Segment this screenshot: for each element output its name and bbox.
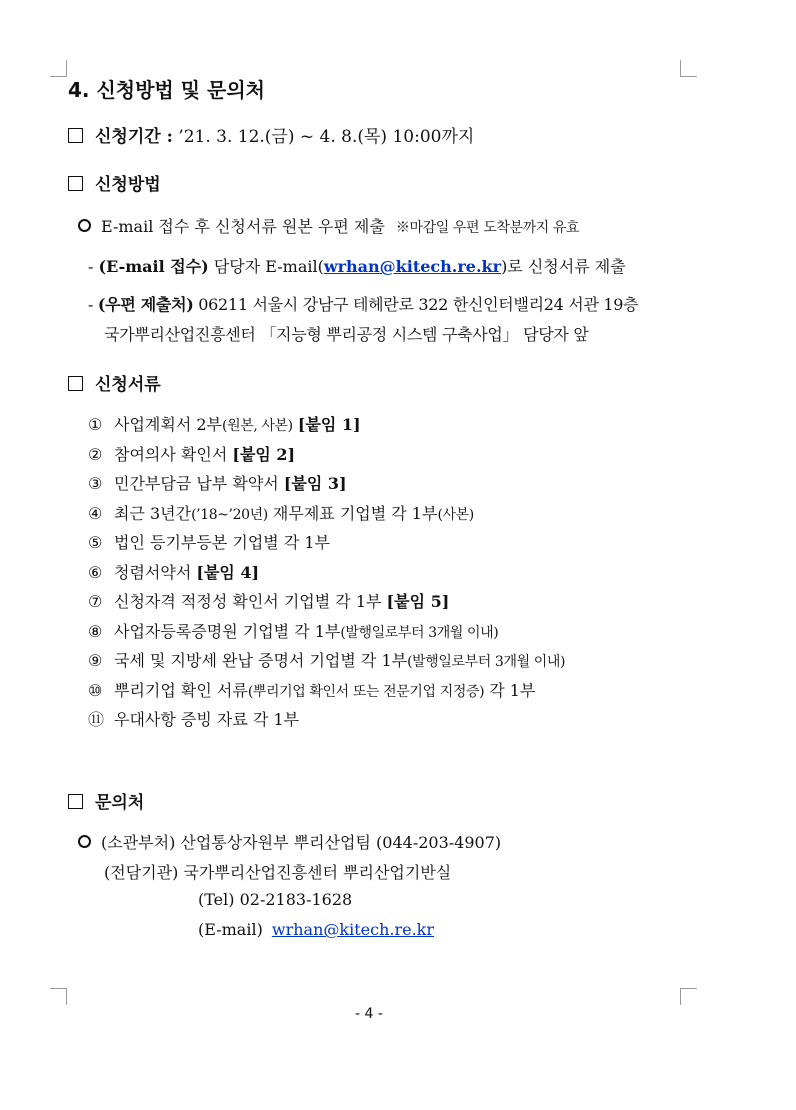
document-item — [88, 501, 474, 524]
document-item-note-2: (사본) — [437, 506, 474, 523]
method-main-note: ※마감일 우편 도착분까지 유효 — [395, 220, 580, 236]
method-post-label: (우편 제출처) — [97, 295, 194, 314]
document-item — [88, 442, 295, 465]
document-item-text: 사업자등록증명원 기업별 각 1부 — [114, 621, 341, 641]
method-post-row — [88, 292, 638, 315]
document-item-number: ⑩ — [88, 680, 103, 700]
document-item-number: ④ — [88, 503, 103, 523]
document-item-number: ③ — [88, 474, 103, 493]
document-item-text: 청렴서약서 — [114, 562, 192, 582]
attachment-label: [붙임 4] — [196, 562, 260, 582]
contact-email-label: (E-mail) — [198, 920, 263, 939]
document-item — [88, 648, 565, 671]
documents-heading: 신청서류 — [95, 375, 161, 395]
document-item-note: (뿌리기업 확인서 또는 전문기업 지정증) — [247, 683, 485, 700]
documents-heading-row — [68, 370, 161, 395]
page-number: - 4 - — [355, 1006, 383, 1022]
square-bullet-icon — [68, 376, 83, 391]
square-bullet-icon — [68, 176, 83, 191]
document-item-text: 우대사항 증빙 자료 각 1부 — [114, 710, 300, 729]
document-item-text: 사업계획서 2부 — [114, 415, 223, 434]
document-item-number: ② — [88, 444, 103, 464]
method-email-label: (E-mail 접수) — [98, 257, 209, 276]
document-item-number: ⑤ — [88, 533, 103, 552]
method-email-row — [88, 254, 626, 277]
document-item-text: 뿌리기업 확인 서류 — [114, 680, 248, 700]
document-item-note: (발행일로부터 3개월 이내) — [340, 624, 499, 641]
period-label: 신청기간 : — [95, 127, 173, 147]
attachment-label: [붙임 3] — [283, 474, 347, 493]
contact-heading: 문의처 — [95, 793, 145, 813]
document-item-note: (원본, 사본) — [222, 418, 293, 434]
document-item-text: 최근 3년간 — [114, 503, 192, 523]
method-email-post: )로 신청서류 제출 — [501, 257, 626, 276]
method-heading: 신청방법 — [95, 175, 161, 195]
square-bullet-icon — [68, 128, 83, 143]
document-item-number: ⑥ — [88, 562, 103, 582]
method-post-address: 06211 서울시 강남구 테헤란로 322 한신인터밸리24 서관 19층 — [198, 295, 639, 314]
period-row — [68, 122, 474, 147]
crop-mark-top-right — [680, 60, 697, 77]
contact-email-row — [198, 920, 434, 939]
document-item-text: 국세 및 지방세 완납 증명서 기업별 각 1부 — [114, 651, 408, 670]
contact-agency: (전담기관) 국가뿌리산업진흥센터 뿌리산업기반실 — [104, 863, 452, 882]
document-item — [88, 412, 361, 435]
document-item-number: ⑨ — [88, 651, 103, 670]
square-bullet-icon — [68, 794, 83, 809]
circle-bullet-icon — [78, 835, 91, 848]
crop-mark-bottom-right — [680, 988, 697, 1005]
attachment-label: [붙임 1] — [297, 415, 361, 434]
document-item — [88, 678, 535, 701]
document-item-text: 법인 등기부등본 기업별 각 1부 — [114, 533, 330, 552]
crop-mark-bottom-left — [50, 988, 67, 1005]
dash-marker: - — [88, 295, 94, 314]
document-item-text-2: 재무제표 기업별 각 1부 — [272, 503, 438, 523]
document-item-note: (발행일로부터 3개월 이내) — [407, 654, 566, 670]
circle-bullet-icon — [78, 219, 91, 232]
period-value: ’21. 3. 12.(금) ~ 4. 8.(목) 10:00까지 — [178, 127, 475, 147]
dash-marker: - — [88, 257, 94, 276]
section-title: 4. 신청방법 및 문의처 — [68, 78, 265, 102]
document-item — [88, 707, 299, 730]
document-item-text-2: 각 1부 — [489, 680, 536, 700]
attachment-label: [붙임 5] — [386, 592, 450, 611]
document-item-text: 참여의사 확인서 — [114, 444, 228, 464]
method-post-address-2: 국가뿌리산업진흥센터 「지능형 뿌리공정 시스템 구축사업」 담당자 앞 — [104, 325, 589, 344]
document-item-number: ① — [88, 415, 103, 434]
contact-tel: (Tel) 02-2183-1628 — [198, 890, 353, 909]
contact-ministry-row — [78, 830, 501, 853]
contact-heading-row — [68, 788, 144, 813]
document-item — [88, 589, 449, 612]
document-item — [88, 560, 259, 583]
document-item — [88, 530, 330, 553]
method-heading-row — [68, 170, 161, 195]
contact-ministry: (소관부처) 산업통상자원부 뿌리산업팀 (044-203-4907) — [101, 833, 502, 852]
method-main-row — [78, 214, 579, 237]
contact-email-link[interactable]: wrhan@kitech.re.kr — [271, 920, 435, 939]
email-link[interactable]: wrhan@kitech.re.kr — [323, 257, 502, 276]
attachment-label: [붙임 2] — [232, 444, 296, 464]
document-item-number: ⑧ — [88, 621, 103, 641]
document-item-text: 신청자격 적정성 확인서 기업별 각 1부 — [114, 592, 382, 611]
document-item-text: 민간부담금 납부 확약서 — [114, 474, 279, 493]
document-item — [88, 471, 347, 494]
method-main-text: E-mail 접수 후 신청서류 원본 우편 제출 — [101, 217, 385, 236]
document-item — [88, 619, 498, 642]
method-email-pre: 담당자 E-mail( — [213, 257, 324, 276]
crop-mark-top-left — [50, 60, 67, 77]
document-item-number: ⑪ — [88, 710, 105, 729]
document-item-note: (’18~’20년) — [191, 506, 268, 523]
document-item-number: ⑦ — [88, 592, 103, 611]
